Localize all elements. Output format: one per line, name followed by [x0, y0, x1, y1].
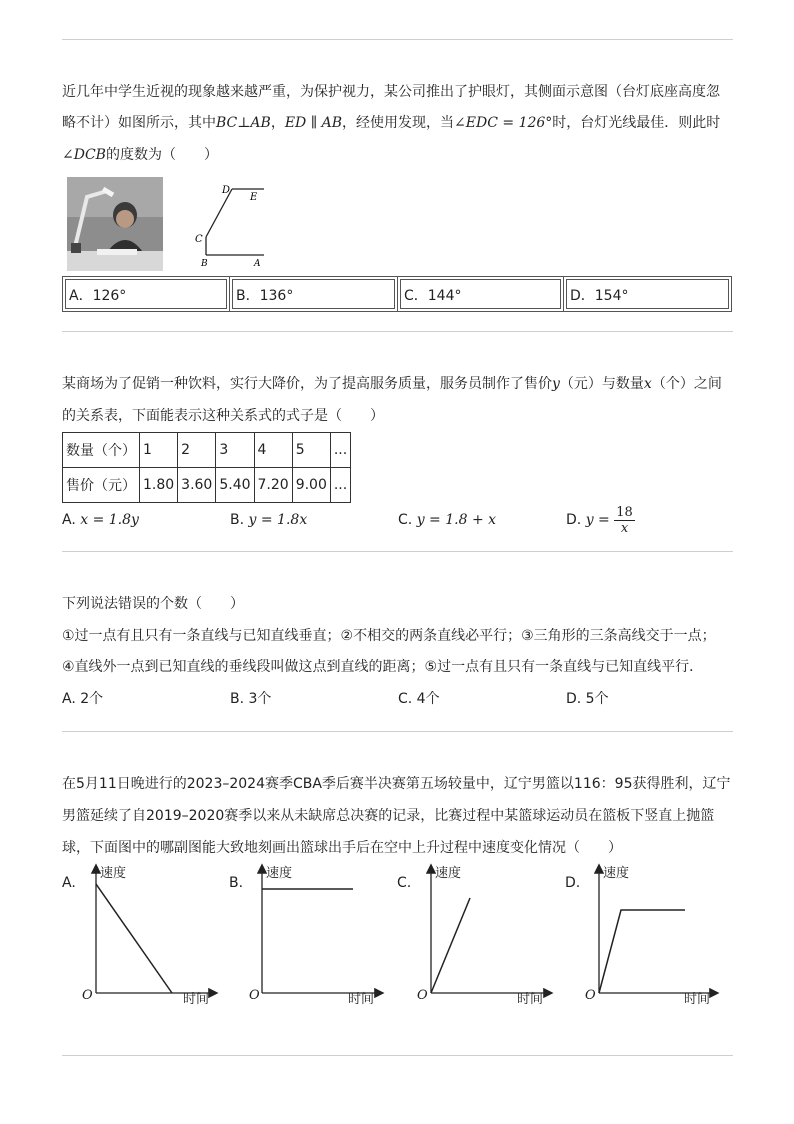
- label-b: B: [201, 259, 208, 267]
- q3-option-c[interactable]: C. 4个: [398, 691, 440, 707]
- q3-statement-line-1: ①过一点有且只有一条直线与已知直线垂直；②不相交的两条直线必平行；③三角形的三条高线交于一点；: [62, 628, 716, 644]
- table-cell: 9.00: [292, 468, 330, 503]
- table-cell: 7.20: [254, 468, 292, 503]
- price-quantity-table: [62, 432, 351, 503]
- q1-option-a[interactable]: A．126°: [62, 276, 230, 312]
- label-a: A: [254, 259, 261, 267]
- table-cell: 4: [254, 433, 292, 468]
- q4-graph-b[interactable]: [227, 860, 387, 1010]
- y-axis-label: 速度: [603, 866, 630, 881]
- q4-graph-c[interactable]: [395, 860, 555, 1010]
- q3-stem: 下列说法错误的个数（ ）: [62, 596, 244, 612]
- q2-stem-line-2: 的关系表，下面能表示这种关系式的式子是（ ）: [62, 408, 384, 424]
- q2-option-a[interactable]: A. x = 1.8y: [62, 512, 139, 528]
- q4-graph-d[interactable]: [563, 860, 723, 1010]
- q1-stem-line-2: 略不计）如图所示，其中BC⊥AB，ED ∥ AB，经使用发现，当∠EDC = 126°时，台灯光线最佳．则此时: [62, 115, 721, 131]
- x-axis-label: 时间: [517, 992, 544, 1007]
- table-cell: 1.80: [140, 468, 178, 503]
- q4-stem-line-3: 球，下面图中的哪副图能大致地刻画出篮球出手后在空中上升过程中速度变化情况（ ）: [62, 840, 622, 856]
- lamp-student-photo: [67, 177, 163, 271]
- y-axis-label: 速度: [100, 866, 127, 881]
- origin-label: O: [585, 988, 596, 1003]
- table-row: [63, 433, 351, 468]
- label-d: D: [222, 185, 231, 196]
- table-cell: 3: [216, 433, 254, 468]
- table-cell: 1: [140, 433, 178, 468]
- table-cell: 2: [178, 433, 216, 468]
- table-cell: 5.40: [216, 468, 254, 503]
- q1-geometry-diagram: [190, 183, 270, 267]
- q4-stem-line-1: 在5月11日晚进行的2023–2024赛季CBA季后赛半决赛第五场较量中，辽宁男篮以116：95获得胜利，辽宁: [62, 776, 731, 792]
- table-header-cell: 售价（元）: [63, 468, 140, 503]
- option-label: B.: [229, 875, 244, 891]
- q2-option-b[interactable]: B. y = 1.8x: [230, 512, 308, 528]
- q3-option-a[interactable]: A. 2个: [62, 691, 104, 707]
- divider: [62, 551, 733, 552]
- label-e: E: [250, 192, 258, 203]
- y-axis-label: 速度: [435, 866, 462, 881]
- option-label: D.: [565, 875, 581, 891]
- label-c: C: [195, 234, 203, 245]
- q2-option-c[interactable]: C. y = 1.8 + x: [398, 512, 497, 528]
- option-label: A.: [62, 875, 76, 891]
- table-header-cell: 数量（个）: [63, 433, 140, 468]
- divider: [62, 731, 733, 732]
- origin-label: O: [249, 988, 260, 1003]
- divider: [62, 331, 733, 332]
- table-row: [63, 468, 351, 503]
- origin-label: O: [82, 988, 93, 1003]
- divider: [62, 39, 733, 40]
- table-cell: 3.60: [178, 468, 216, 503]
- table-cell: 5: [292, 433, 330, 468]
- option-label: C.: [397, 875, 412, 891]
- q1-stem-line-1: 近几年中学生近视的现象越来越严重，为保护视力，某公司推出了护眼灯，其侧面示意图（台灯底座高度忽: [62, 84, 720, 100]
- table-cell: ...: [330, 433, 350, 468]
- q1-option-c[interactable]: C．144°: [397, 276, 564, 312]
- q3-option-d[interactable]: D. 5个: [566, 691, 609, 707]
- x-axis-label: 时间: [684, 992, 711, 1007]
- speed-line-rise-then-flat: [599, 910, 685, 993]
- q1-option-b[interactable]: B．136°: [229, 276, 398, 312]
- q2-stem-line-1: 某商场为了促销一种饮料，实行大降价，为了提高服务质量，服务员制作了售价y（元）与数量x（个）之间: [62, 376, 722, 392]
- q4-graph-a[interactable]: [60, 860, 220, 1010]
- q1-stem-line-3: ∠DCB的度数为（ ）: [62, 147, 218, 163]
- speed-line-increasing: [431, 898, 470, 993]
- y-axis-label: 速度: [266, 866, 293, 881]
- divider: [62, 1055, 733, 1056]
- x-axis-label: 时间: [183, 992, 210, 1007]
- q4-stem-line-2: 男篮延续了自2019–2020赛季以来从未缺席总决赛的记录，比赛过程中某篮球运动员在篮板下竖直上抛篮: [62, 808, 715, 824]
- speed-line-decreasing: [96, 884, 172, 993]
- q1-option-d[interactable]: D．154°: [563, 276, 732, 312]
- q2-option-d[interactable]: D. y = $\frac{18}{x}$: [566, 504, 633, 536]
- q3-option-b[interactable]: B. 3个: [230, 691, 272, 707]
- x-axis-label: 时间: [348, 992, 375, 1007]
- origin-label: O: [417, 988, 428, 1003]
- segment-cd: [206, 189, 232, 237]
- fraction: $\frac{18}{x}$: [616, 504, 633, 536]
- q3-statement-line-2: ④直线外一点到已知直线的垂线段叫做这点到直线的距离；⑤过一点有且只有一条直线与已知直线平行．: [62, 659, 704, 675]
- table-cell: ...: [330, 468, 350, 503]
